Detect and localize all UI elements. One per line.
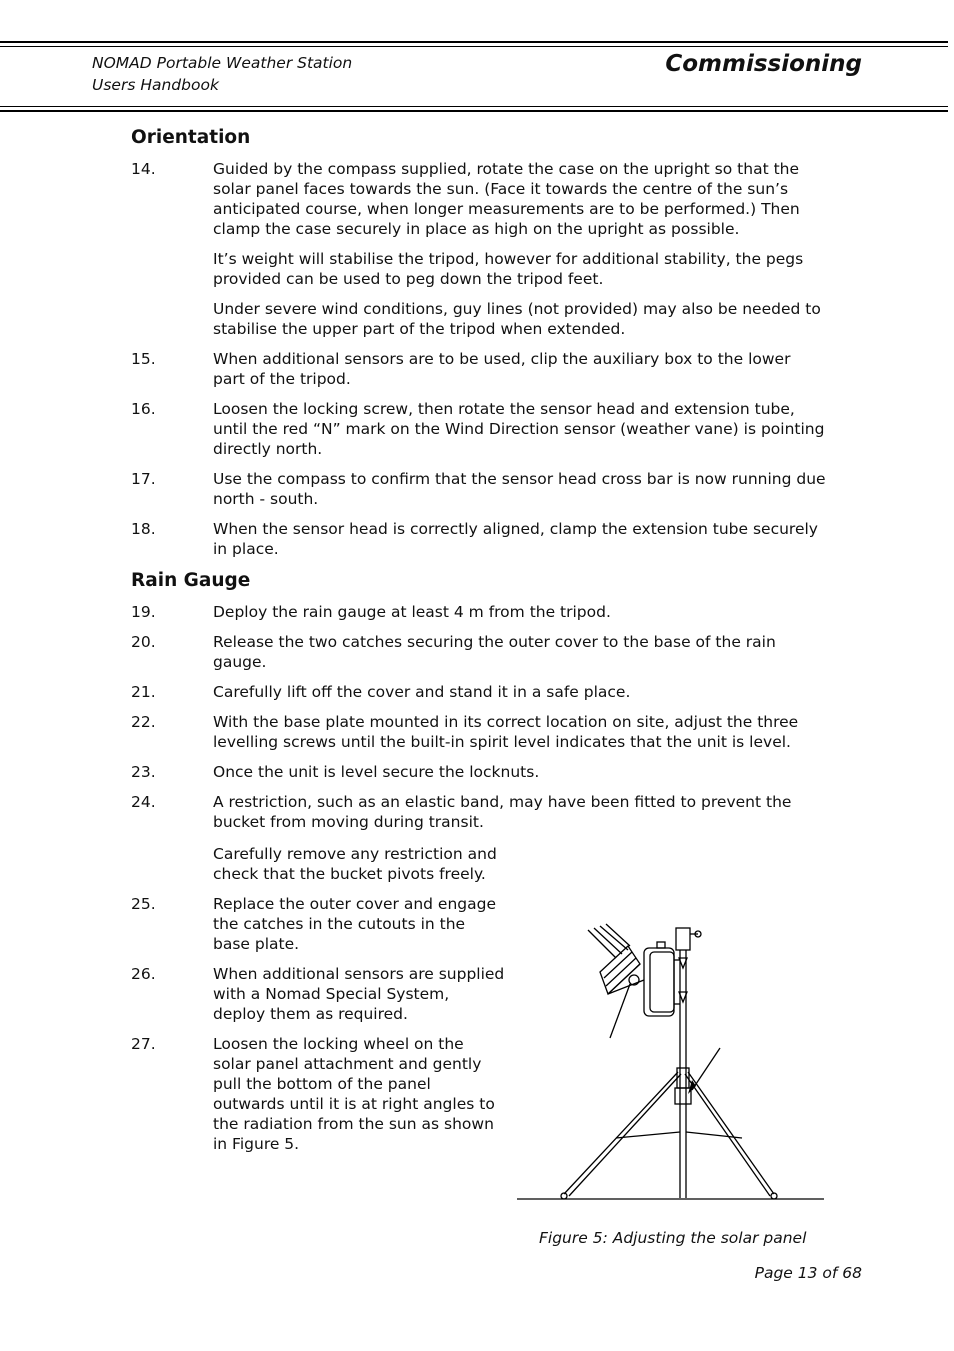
item-paragraph: When additional sensors are to be used, clip the auxiliary box to the lower part of the tripod.	[213, 350, 791, 388]
item-paragraph: Carefully lift off the cover and stand it in a safe place.	[213, 683, 631, 701]
header-rule-bottom-thick	[0, 110, 948, 112]
item-body	[213, 602, 826, 622]
header-title-block	[92, 52, 352, 96]
item-number: 20.	[131, 633, 156, 651]
list-item	[131, 399, 826, 459]
list-item	[131, 602, 826, 622]
leg-left	[564, 1072, 678, 1194]
list-item	[131, 519, 826, 559]
item-number: 22.	[131, 713, 156, 731]
item-body	[213, 712, 826, 752]
item-number: 14.	[131, 160, 156, 178]
item-paragraph: Use the compass to confirm that the sensor head cross bar is now running due north - south.	[213, 470, 826, 508]
heading-orientation: Orientation	[131, 127, 251, 148]
case-handle	[657, 942, 665, 948]
figure-caption: Figure 5: Adjusting the solar panel	[539, 1229, 807, 1247]
header-rule-bottom	[0, 106, 948, 107]
item-number: 15.	[131, 350, 156, 368]
item-paragraph: Once the unit is level secure the locknuts.	[213, 763, 540, 781]
list-item	[131, 682, 826, 702]
item-paragraph: Loosen the locking wheel on the solar panel attachment and gently pull the bottom of the panel outwards until it is at right angles to the radiation from the sun as shown in Figure 5.	[213, 1035, 495, 1153]
item-body	[213, 349, 826, 389]
list-item	[131, 349, 826, 389]
orientation-list	[131, 159, 826, 559]
item-number: 21.	[131, 683, 156, 701]
tripod-clamp	[675, 1088, 691, 1104]
tripod-illustration	[516, 920, 826, 1205]
list-item	[131, 469, 826, 509]
item-body	[213, 519, 826, 559]
item-body	[213, 964, 505, 1024]
section-title: Commissioning	[665, 51, 862, 77]
item-paragraph: When the sensor head is correctly aligned, clamp the extension tube securely in place.	[213, 520, 818, 558]
item-body	[213, 1034, 505, 1154]
heading-rain-gauge: Rain Gauge	[131, 570, 251, 591]
item-paragraph: A restriction, such as an elastic band, may have been fitted to prevent the bucket from moving during transit.	[213, 793, 792, 831]
logger-case-inner	[650, 952, 674, 1012]
item-number: 25.	[131, 895, 156, 913]
list-item	[131, 632, 826, 672]
header-rule-top	[0, 41, 948, 43]
item-number: 18.	[131, 520, 156, 538]
item-paragraph: Carefully remove any restriction and check that the bucket pivots freely.	[213, 845, 497, 883]
item-paragraph: Release the two catches securing the outer cover to the base of the rain gauge.	[213, 633, 776, 671]
item-paragraph: Replace the outer cover and engage the catches in the cutouts in the base plate.	[213, 895, 496, 953]
logger-case	[644, 948, 674, 1016]
item-number: 19.	[131, 603, 156, 621]
header-rule-top-thin	[0, 46, 948, 47]
item-number: 27.	[131, 1035, 156, 1053]
brace-right	[686, 1132, 742, 1138]
locking-screw-pointer	[692, 1048, 720, 1090]
header-product: NOMAD Portable Weather Station	[92, 54, 353, 72]
list-item	[131, 159, 826, 339]
item-number: 17.	[131, 470, 156, 488]
list-item	[131, 792, 826, 832]
item-paragraph: Guided by the compass supplied, rotate the case on the upright so that the solar panel faces towards the sun. (Face it towards the centre of the sun’s anticipated course, when longer measurements are to be performed.) Then clamp the case securely in place as high on the upright as possible.	[213, 160, 800, 238]
item-paragraph: When additional sensors are supplied with a Nomad Special System, deploy them as required.	[213, 965, 505, 1023]
item-number: 23.	[131, 763, 156, 781]
item-number	[131, 844, 213, 884]
list-item	[131, 844, 826, 884]
item-number: 16.	[131, 400, 156, 418]
item-paragraph: It’s weight will stabilise the tripod, however for additional stability, the pegs provided can be used to peg down the tripod feet.	[213, 250, 804, 288]
item-body	[213, 792, 826, 832]
item-number: 24.	[131, 793, 156, 811]
sensor-head	[676, 928, 690, 950]
item-body	[213, 159, 826, 339]
item-paragraph: With the base plate mounted in its correct location on site, adjust the three levelling screws until the built-in spirit level indicates that the unit is level.	[213, 713, 799, 751]
header-doc-type: Users Handbook	[92, 76, 219, 94]
item-body	[213, 632, 826, 672]
item-body	[213, 682, 826, 702]
page-number: Page 13 of 68	[754, 1264, 862, 1282]
item-paragraph: Deploy the rain gauge at least 4 m from the tripod.	[213, 603, 611, 621]
list-item	[131, 762, 826, 782]
list-item	[131, 712, 826, 752]
item-body	[213, 762, 826, 782]
item-body	[213, 894, 505, 954]
figure-tripod-solar-panel	[516, 920, 826, 1205]
item-body	[213, 399, 826, 459]
item-paragraph: Loosen the locking screw, then rotate the sensor head and extension tube, until the red “N” mark on the Wind Direction sensor (weather vane) is pointing directly north.	[213, 400, 825, 458]
item-number: 26.	[131, 965, 156, 983]
item-body	[213, 844, 505, 884]
rain-gauge-list	[131, 602, 826, 832]
item-body	[213, 469, 826, 509]
item-paragraph: Under severe wind conditions, guy lines (not provided) may also be needed to stabilise the upper part of the tripod when extended.	[213, 300, 821, 338]
